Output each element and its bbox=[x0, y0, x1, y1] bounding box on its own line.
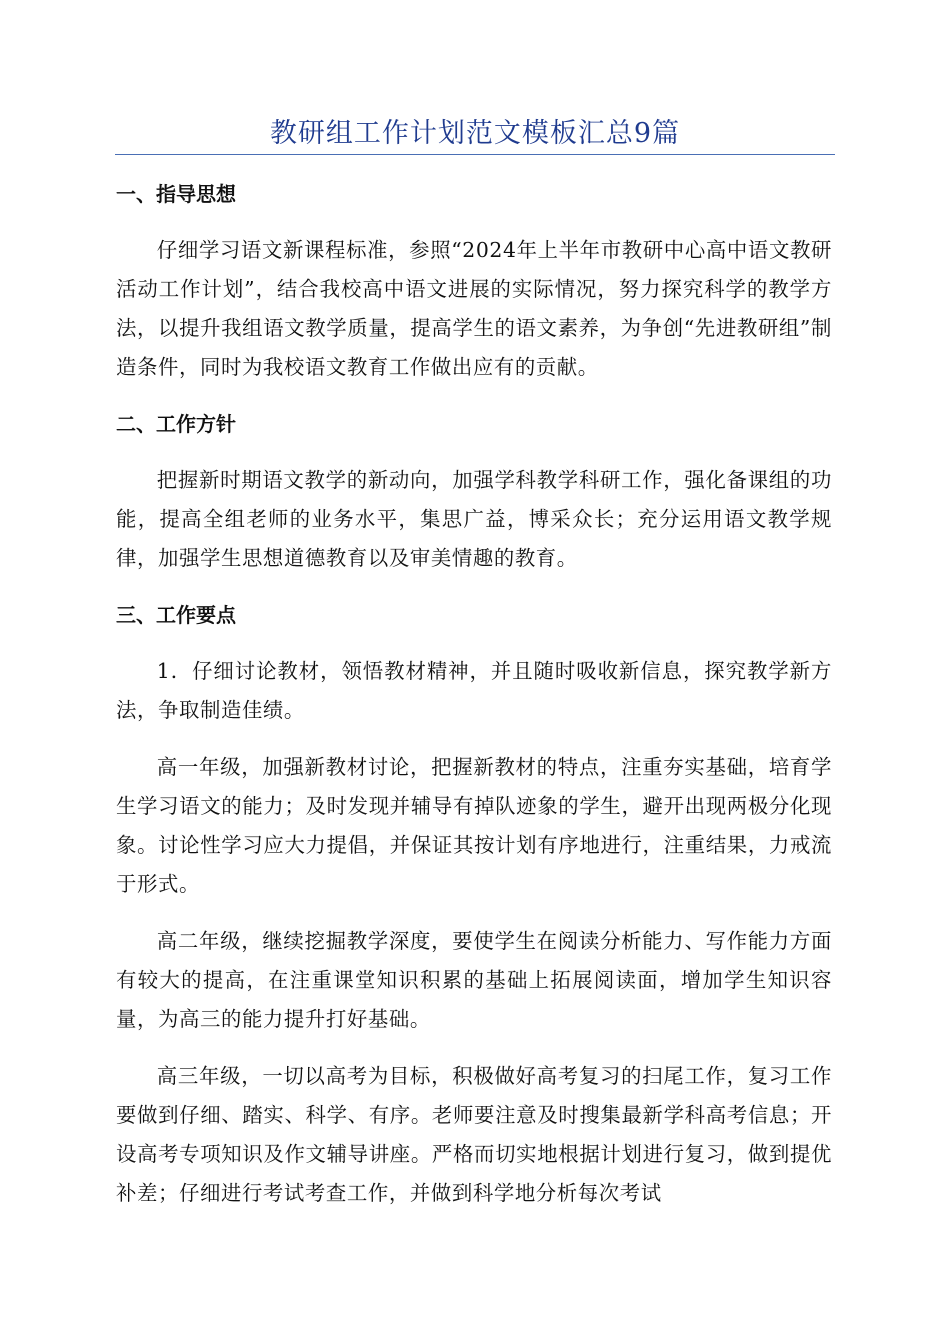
document-title: 教研组工作计划范文模板汇总9篇 bbox=[269, 118, 681, 149]
paragraph: 仔细学习语文新课程标准，参照“2024年上半年市教研中心高中语文教研活动工作计划”，结合我校高中语文进展的实际情况，努力探究科学的教学方法，以提升我组语文教学质量，提高学生的语文素养，为争创“先进教研组”制造条件，同时为我校语文教育工作做出应有的贡献。 bbox=[116, 238, 832, 379]
paragraph: 高一年级，加强新教材讨论，把握新教材的特点，注重夯实基础，培育学生学习语文的能力；及时发现并辅导有掉队迹象的学生，避开出现两极分化现象。讨论性学习应大力提倡，并保证其按计划有序地进行，注重结果，力戒流于形式。 bbox=[116, 755, 832, 896]
title-divider bbox=[115, 154, 835, 155]
section-heading: 三、工作要点 bbox=[116, 603, 236, 627]
paragraph: 1．仔细讨论教材，领悟教材精神，并且随时吸收新信息，探究教学新方法，争取制造佳绩。 bbox=[116, 659, 832, 722]
section-work-points bbox=[116, 596, 832, 1213]
section-work-policy bbox=[116, 405, 832, 578]
section-heading: 一、指导思想 bbox=[116, 182, 236, 206]
paragraph: 高三年级，一切以高考为目标，积极做好高考复习的扫尾工作，复习工作要做到仔细、踏实、科学、有序。老师要注意及时搜集最新学科高考信息；开设高考专项知识及作文辅导讲座。严格而切实地根据计划进行复习，做到提优补差；仔细进行考试考查工作，并做到科学地分析每次考试 bbox=[116, 1064, 832, 1205]
paragraph: 高二年级，继续挖掘教学深度，要使学生在阅读分析能力、写作能力方面有较大的提高，在注重课堂知识积累的基础上拓展阅读面，增加学生知识容量，为高三的能力提升打好基础。 bbox=[116, 929, 832, 1031]
section-guiding-ideology bbox=[116, 175, 832, 387]
paragraph: 把握新时期语文教学的新动向，加强学科教学科研工作，强化备课组的功能，提高全组老师的业务水平，集思广益，博采众长；充分运用语文教学规律，加强学生思想道德教育以及审美情趣的教育。 bbox=[116, 468, 832, 570]
document-body bbox=[116, 175, 832, 1231]
section-heading: 二、工作方针 bbox=[116, 412, 236, 436]
